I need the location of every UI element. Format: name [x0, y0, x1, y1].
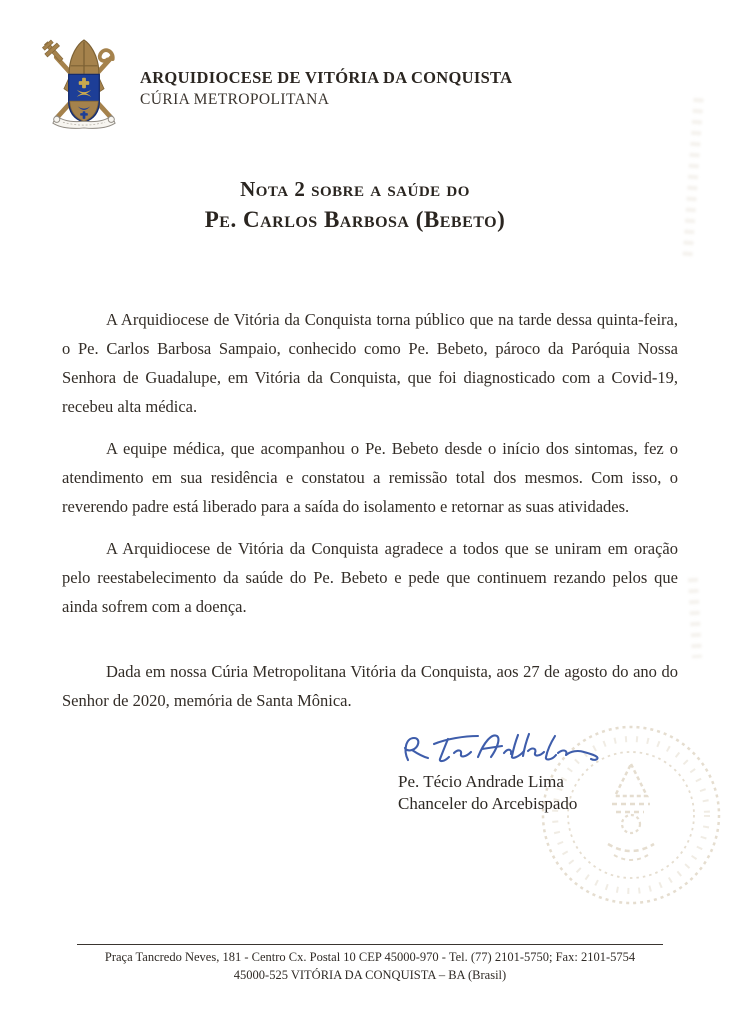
- document-title-line1: Nota 2 sobre a saúde do: [240, 177, 470, 201]
- handwritten-signature: [398, 724, 608, 770]
- paragraph-announcement: A Arquidiocese de Vitória da Conquista torna público que na tarde dessa quinta-feira, o Pe. Carlos Barbosa Sampaio, conhecido como Pe. Bebeto, pároco da Paróquia Nossa Senhora de Guadalupe, em Vitória da Conquista, que foi diagnosticado com a Covid-19, recebeu alta médica.: [62, 310, 678, 416]
- signer-name: Pe. Técio Andrade Lima: [398, 772, 564, 791]
- document-title: [40, 174, 670, 236]
- paragraph-medical-team: A equipe médica, que acompanhou o Pe. Bebeto desde o início dos sintomas, fez o atendimento em sua residência e constatou a remissão total dos mesmos. Com isso, o reverendo padre está liberado para a saída do isolamento e retornar as suas atividades.: [62, 439, 678, 516]
- organization-subtitle: CÚRIA METROPOLITANA: [140, 91, 330, 108]
- letterhead: [40, 36, 512, 130]
- paragraph-dateline: Dada em nossa Cúria Metropolitana Vitória da Conquista, aos 27 de agosto do ano do Senhor de 2020, memória de Santa Mônica.: [62, 662, 678, 710]
- letter-body: [62, 305, 678, 728]
- shield: [69, 74, 100, 122]
- letter-footer: [77, 944, 663, 984]
- scan-artifact: [688, 578, 702, 658]
- mitre-icon: [69, 40, 99, 76]
- signer-role: Chanceler do Arcebispado: [398, 794, 578, 813]
- signature-block: [398, 724, 638, 815]
- footer-city-line: 45000-525 VITÓRIA DA CONQUISTA – BA (Brasil): [233, 967, 507, 982]
- footer-address-line: Praça Tancredo Neves, 181 - Centro Cx. Postal 10 CEP 45000-970 - Tel. (77) 2101-5750; Fax: 2101-5754: [104, 950, 636, 964]
- crozier-icon: [100, 50, 113, 61]
- paragraph-thanks: A Arquidiocese de Vitória da Conquista agradece a todos que se uniram em oração pelo reestabelecimento da saúde do Pe. Bebeto e pede que continuem rezando pelos que ainda sofrem com a doença.: [62, 539, 678, 616]
- organization-name: ARQUIDIOCESE DE VITÓRIA DA CONQUISTA: [140, 68, 513, 87]
- archdiocese-coat-of-arms-icon: [40, 36, 128, 130]
- letterhead-text: [140, 36, 512, 110]
- document-title-line2: Pe. Carlos Barbosa (Bebeto): [204, 207, 506, 232]
- scan-artifact: [682, 98, 703, 258]
